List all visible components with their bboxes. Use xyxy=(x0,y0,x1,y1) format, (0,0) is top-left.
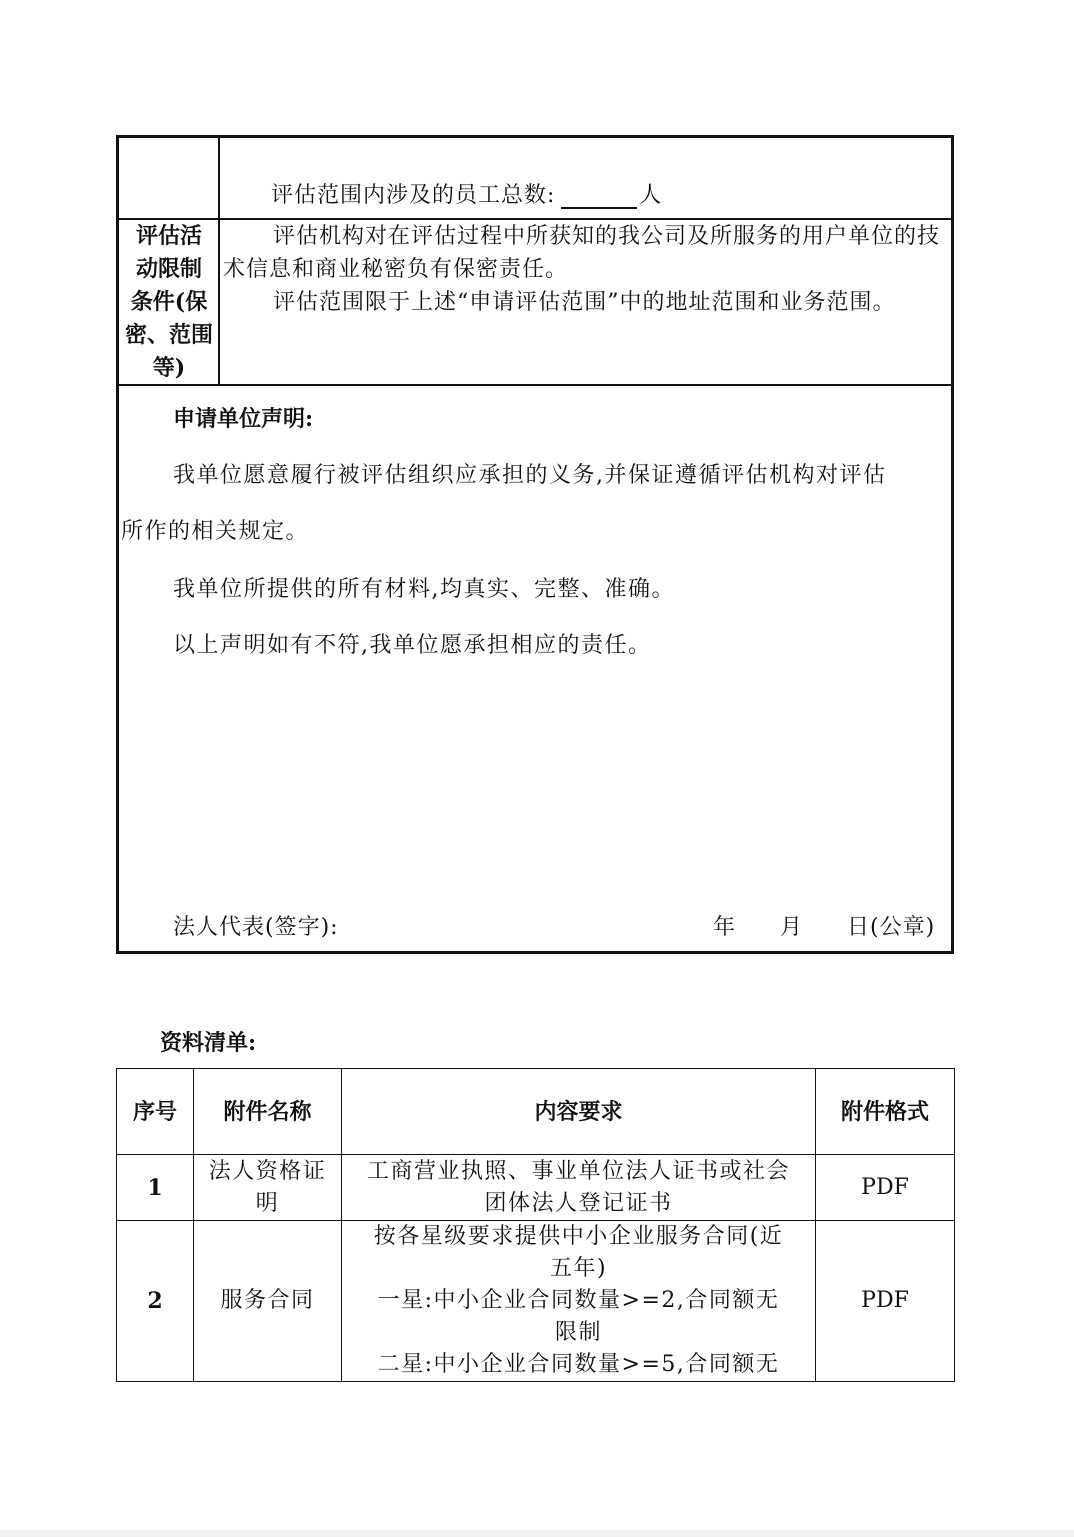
header-seq: 序号 xyxy=(117,1069,194,1155)
declaration-paragraph-obligation-cont: 所作的相关规定。 xyxy=(121,519,310,544)
row-content-requirement xyxy=(342,1221,816,1382)
date-day-seal: 日(公章) xyxy=(847,915,936,940)
restriction-label-line: 评估活 xyxy=(135,223,202,249)
table-row xyxy=(117,1221,955,1382)
restriction-label xyxy=(121,220,217,385)
application-form-table xyxy=(116,135,954,954)
restriction-paragraph-confidentiality: 评估机构对在评估过程中所获知的我公司及所服务的用户单位的技术信息和商业秘密负有保密责任。 xyxy=(223,224,941,282)
declaration-paragraph-materials: 我单位所提供的所有材料,均真实、完整、准确。 xyxy=(173,577,675,602)
content-line: 限制 xyxy=(554,1320,602,1345)
restriction-label-line: 等) xyxy=(152,355,186,381)
row-seq: 1 xyxy=(117,1155,194,1221)
content-line: 工商营业执照、事业单位法人证书或社会 xyxy=(366,1158,790,1184)
materials-table xyxy=(116,1068,955,1382)
column-divider xyxy=(218,138,220,384)
page-bottom-edge xyxy=(0,1530,1074,1537)
staff-count-row xyxy=(119,138,951,220)
restriction-label-line: 密、范围 xyxy=(124,322,213,348)
declaration-paragraph-liability: 以上声明如有不符,我单位愿承担相应的责任。 xyxy=(173,633,652,658)
declaration-title: 申请单位声明: xyxy=(173,406,314,432)
row-attachment-name xyxy=(194,1155,342,1221)
legal-representative-signature: 法人代表(签字): xyxy=(173,915,339,940)
staff-count-unit: 人 xyxy=(639,183,663,208)
row-seq: 2 xyxy=(117,1221,194,1382)
content-line: 二星:中小企业合同数量>=5,合同额无 xyxy=(377,1352,780,1377)
date-year: 年 xyxy=(713,915,737,940)
row-format: PDF xyxy=(816,1155,955,1221)
header-attachment-format: 附件格式 xyxy=(816,1069,955,1155)
row-format: PDF xyxy=(816,1221,955,1382)
row-attachment-name: 服务合同 xyxy=(194,1221,342,1382)
staff-count-blank[interactable] xyxy=(561,183,637,209)
content-line: 团体法人登记证书 xyxy=(484,1190,673,1216)
restriction-body xyxy=(223,220,949,319)
restriction-label-line: 动限制 xyxy=(135,256,202,282)
content-line: 五年) xyxy=(549,1256,608,1281)
staff-count-label: 评估范围内涉及的员工总数: xyxy=(271,183,556,208)
content-line: 一星:中小企业合同数量>=2,合同额无 xyxy=(377,1288,780,1313)
row-attachment-name-text: 法人资格证明 xyxy=(208,1158,327,1216)
header-content-requirement: 内容要求 xyxy=(342,1069,816,1155)
header-attachment-name: 附件名称 xyxy=(194,1069,342,1155)
restriction-paragraph-scope: 评估范围限于上述“申请评估范围”中的地址范围和业务范围。 xyxy=(273,290,896,315)
date-seal-row xyxy=(713,910,935,941)
restriction-row xyxy=(119,218,951,386)
row-content-requirement xyxy=(342,1155,816,1221)
materials-list-title: 资料清单: xyxy=(160,1030,257,1056)
table-header-row xyxy=(117,1069,955,1155)
restriction-label-line: 条件(保 xyxy=(130,289,208,315)
content-line: 按各星级要求提供中小企业服务合同(近 xyxy=(373,1224,784,1249)
declaration-paragraph-obligation: 我单位愿意履行被评估组织应承担的义务,并保证遵循评估机构对评估 xyxy=(173,463,887,488)
table-row xyxy=(117,1155,955,1221)
staff-count-line xyxy=(271,178,662,209)
date-month: 月 xyxy=(780,915,804,940)
